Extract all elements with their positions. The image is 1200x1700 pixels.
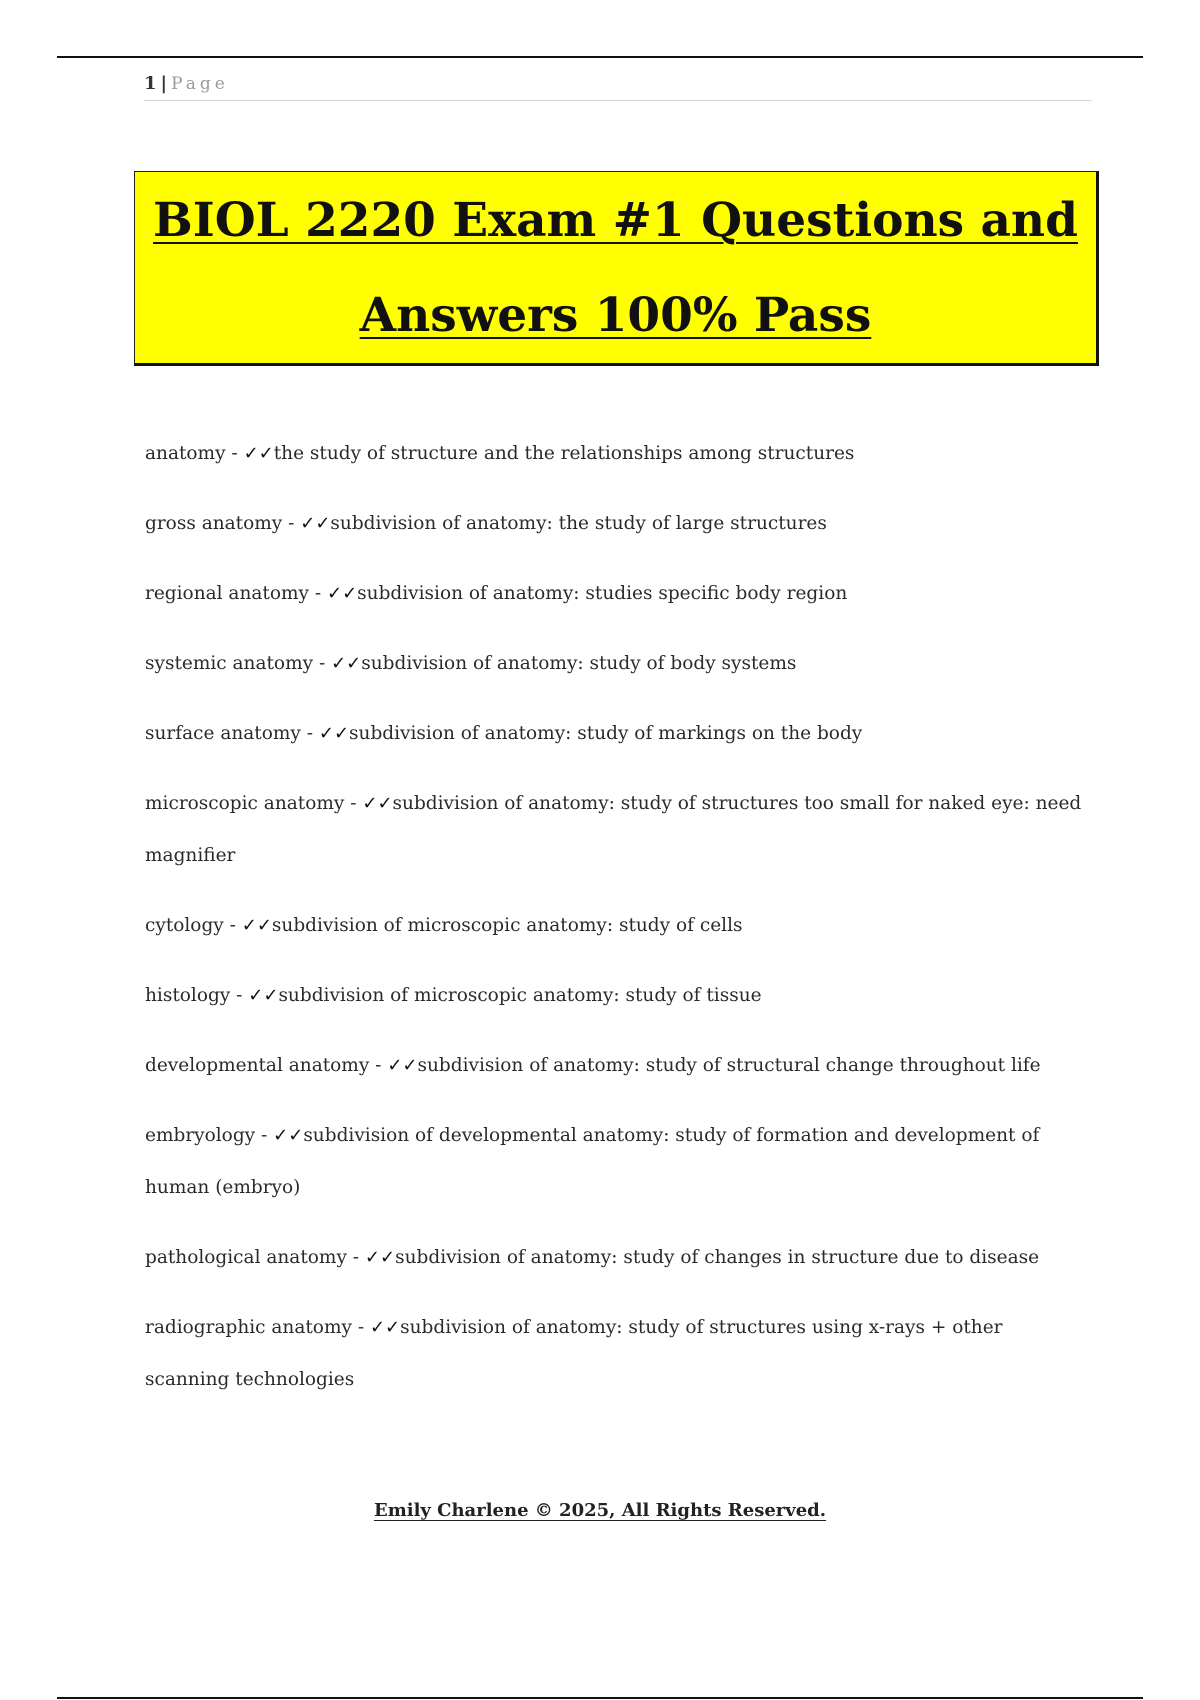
entry-definition: subdivision of anatomy: study of body systems <box>361 653 797 674</box>
entry-separator: - <box>369 1055 388 1076</box>
page-separator: | <box>160 73 168 94</box>
entry-term: anatomy <box>145 443 226 464</box>
entry-separator: - <box>346 1247 365 1268</box>
list-item <box>145 1302 1090 1406</box>
entry-term: histology <box>145 985 231 1006</box>
entry-definition: subdivision of anatomy: study of markings on the body <box>349 723 863 744</box>
entry-list <box>145 428 1090 1424</box>
entry-term: systemic anatomy <box>145 653 314 674</box>
entry-separator: - <box>230 985 249 1006</box>
list-item <box>145 1110 1090 1214</box>
double-check-icon: ✓✓ <box>241 915 272 936</box>
list-item <box>145 568 1090 620</box>
entry-term: pathological anatomy <box>145 1247 347 1268</box>
double-check-icon: ✓✓ <box>369 1317 401 1338</box>
entry-definition: subdivision of anatomy: study of structures too small for naked eye: need magnifier <box>145 793 1082 866</box>
entry-definition: subdivision of anatomy: study of structural change throughout life <box>417 1055 1041 1076</box>
page-header <box>144 72 1092 101</box>
copyright-text: Emily Charlene © 2025, All Rights Reserved. <box>373 1500 827 1521</box>
title-line-1: BIOL 2220 Exam #1 Questions and <box>153 192 1078 248</box>
list-item <box>145 900 1090 952</box>
entry-term: embryology <box>145 1125 256 1146</box>
list-item <box>145 1040 1090 1092</box>
top-rule <box>57 56 1143 58</box>
list-item <box>145 970 1090 1022</box>
double-check-icon: ✓✓ <box>248 985 279 1006</box>
title-line-2: Answers 100% Pass <box>359 287 872 343</box>
entry-definition: subdivision of microscopic anatomy: study of tissue <box>278 985 762 1006</box>
list-item <box>145 428 1090 480</box>
entry-separator: - <box>255 1125 274 1146</box>
entry-separator: - <box>282 513 301 534</box>
list-item <box>145 1232 1090 1284</box>
copyright-footer <box>0 1500 1200 1521</box>
entry-separator: - <box>300 723 319 744</box>
list-item <box>145 708 1090 760</box>
entry-term: gross anatomy <box>145 513 283 534</box>
entry-definition: subdivision of developmental anatomy: study of formation and development of human (embryo) <box>145 1125 1040 1198</box>
entry-definition: subdivision of anatomy: study of changes in structure due to disease <box>395 1247 1040 1268</box>
entry-definition: subdivision of anatomy: study of structures using x-rays + other scanning technologies <box>145 1317 1003 1390</box>
double-check-icon: ✓✓ <box>327 583 358 604</box>
entry-definition: subdivision of anatomy: studies specific body region <box>357 583 848 604</box>
entry-definition: subdivision of anatomy: the study of large structures <box>330 513 827 534</box>
double-check-icon: ✓✓ <box>273 1125 304 1146</box>
page-word: Page <box>171 74 229 94</box>
entry-separator: - <box>313 653 332 674</box>
list-item <box>145 638 1090 690</box>
bottom-rule <box>57 1697 1143 1699</box>
entry-separator: - <box>344 793 363 814</box>
entry-term: regional anatomy <box>145 583 309 604</box>
double-check-icon: ✓✓ <box>331 653 362 674</box>
entry-term: developmental anatomy <box>145 1055 370 1076</box>
entry-term: microscopic anatomy <box>145 793 345 814</box>
entry-separator: - <box>225 443 244 464</box>
page-number: 1 <box>144 73 157 94</box>
double-check-icon: ✓✓ <box>387 1055 418 1076</box>
entry-separator: - <box>223 915 242 936</box>
double-check-icon: ✓✓ <box>300 513 331 534</box>
entry-definition: the study of structure and the relationships among structures <box>273 443 855 464</box>
list-item <box>145 498 1090 550</box>
entry-separator: - <box>351 1317 370 1338</box>
entry-definition: subdivision of microscopic anatomy: study of cells <box>271 915 743 936</box>
double-check-icon: ✓✓ <box>364 1247 396 1268</box>
entry-term: surface anatomy <box>145 723 301 744</box>
double-check-icon: ✓✓ <box>318 723 350 744</box>
double-check-icon: ✓✓ <box>243 443 274 464</box>
double-check-icon: ✓✓ <box>362 793 393 814</box>
entry-term: cytology <box>145 915 224 936</box>
entry-separator: - <box>308 583 327 604</box>
list-item <box>145 778 1090 882</box>
entry-term: radiographic anatomy <box>145 1317 352 1338</box>
title-box <box>134 171 1099 366</box>
